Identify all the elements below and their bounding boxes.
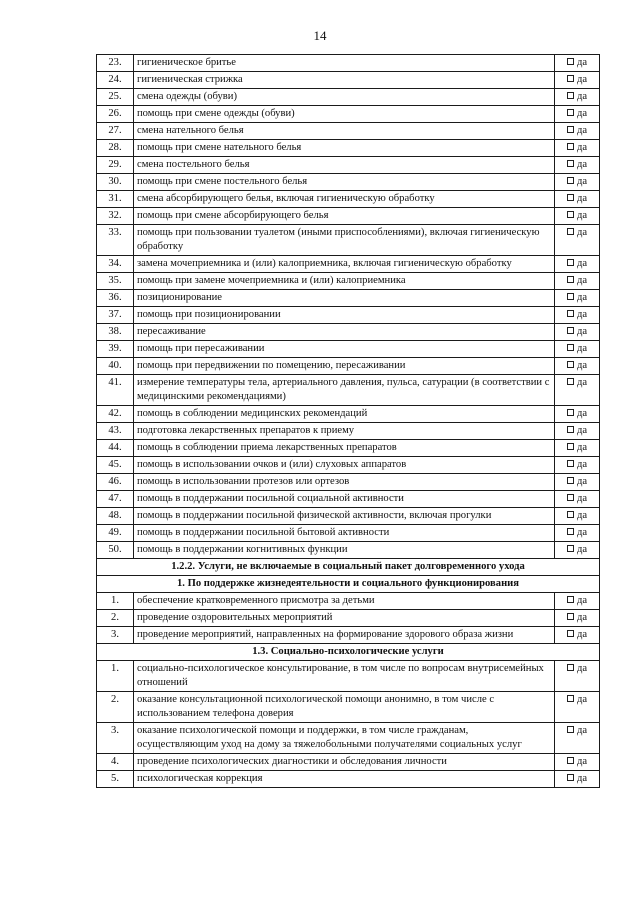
checkbox-label: да [576,108,588,119]
checkbox-icon[interactable] [567,228,574,235]
table-row [97,771,600,788]
service-name: помощь в использовании протезов или ортезов [134,474,555,491]
yes-option[interactable] [555,123,600,140]
checkbox-label: да [576,544,588,555]
row-number: 35. [97,273,134,290]
checkbox-label: да [576,493,588,504]
checkbox-label: да [576,756,588,767]
service-name: помощь при передвижении по помещению, пересаживании [134,358,555,375]
service-name: проведение психологических диагностики и обследования личности [134,754,555,771]
table-row [97,89,600,106]
checkbox-label: да [576,343,588,354]
yes-option[interactable] [555,307,600,324]
checkbox-icon[interactable] [567,361,574,368]
service-name: помощь в поддержании когнитивных функции [134,542,555,559]
yes-option[interactable] [555,754,600,771]
table-row [97,627,600,644]
table-row [97,256,600,273]
service-name: помощь в поддержании посильной социальной активности [134,491,555,508]
section-heading-1-3: 1.3. Социально-психологические услуги [97,644,600,661]
checkbox-icon[interactable] [567,211,574,218]
row-number: 30. [97,174,134,191]
yes-option[interactable] [555,89,600,106]
yes-option[interactable] [555,208,600,225]
checkbox-icon[interactable] [567,774,574,781]
table-row [97,208,600,225]
row-number: 33. [97,225,134,256]
service-name: помощь при пересаживании [134,341,555,358]
checkbox-icon[interactable] [567,109,574,116]
checkbox-icon[interactable] [567,426,574,433]
yes-option[interactable] [555,474,600,491]
yes-option[interactable] [555,593,600,610]
row-number: 44. [97,440,134,457]
row-number: 50. [97,542,134,559]
service-name: смена нательного белья [134,123,555,140]
table-row [97,610,600,627]
row-number: 43. [97,423,134,440]
section-heading-1-2-2: 1.2.2. Услуги, не включаемые в социальный пакет долговременного ухода [97,559,600,576]
row-number: 2. [97,692,134,723]
checkbox-label: да [576,258,588,269]
service-name: помощь в поддержании посильной бытовой активности [134,525,555,542]
checkbox-icon[interactable] [567,58,574,65]
checkbox-label: да [576,142,588,153]
checkbox-icon[interactable] [567,143,574,150]
yes-option[interactable] [555,423,600,440]
row-number: 34. [97,256,134,273]
yes-option[interactable] [555,55,600,72]
checkbox-label: да [576,227,588,238]
row-number: 27. [97,123,134,140]
checkbox-label: да [576,57,588,68]
service-name: помощь при смене абсорбирующего белья [134,208,555,225]
checkbox-label: да [576,425,588,436]
checkbox-icon[interactable] [567,344,574,351]
yes-option[interactable] [555,358,600,375]
service-name: помощь в соблюдении медицинских рекомендаций [134,406,555,423]
service-name: помощь в поддержании посильной физической активности, включая прогулки [134,508,555,525]
checkbox-icon[interactable] [567,259,574,266]
page-number: 14 [313,28,327,43]
checkbox-label: да [576,292,588,303]
yes-option[interactable] [555,508,600,525]
yes-option[interactable] [555,191,600,208]
row-number: 45. [97,457,134,474]
row-number: 37. [97,307,134,324]
yes-option[interactable] [555,457,600,474]
checkbox-label: да [576,408,588,419]
table-row [97,723,600,754]
checkbox-label: да [576,595,588,606]
checkbox-label: да [576,629,588,640]
checkbox-label: да [576,326,588,337]
service-name: позиционирование [134,290,555,307]
checkbox-label: да [576,360,588,371]
yes-option[interactable] [555,692,600,723]
service-name: замена мочеприемника и (или) калоприемника, включая гигиеническую обработку [134,256,555,273]
checkbox-icon[interactable] [567,409,574,416]
checkbox-label: да [576,773,588,784]
checkbox-label: да [576,442,588,453]
checkbox-label: да [576,694,588,705]
service-name: помощь в соблюдении приема лекарственных препаратов [134,440,555,457]
table-row [97,525,600,542]
checkbox-icon[interactable] [567,630,574,637]
row-number: 3. [97,627,134,644]
table-row [97,324,600,341]
checkbox-label: да [576,210,588,221]
yes-option[interactable] [555,491,600,508]
table-row [97,423,600,440]
service-name: подготовка лекарственных препаратов к приему [134,423,555,440]
checkbox-label: да [576,193,588,204]
service-name: гигиеническая стрижка [134,72,555,89]
row-number: 42. [97,406,134,423]
section-heading-row [97,559,600,576]
service-name: помощь при замене мочеприемника и (или) калоприемника [134,273,555,290]
checkbox-label: да [576,527,588,538]
service-name: смена одежды (обуви) [134,89,555,106]
checkbox-icon[interactable] [567,726,574,733]
table-row [97,191,600,208]
checkbox-icon[interactable] [567,276,574,283]
row-number: 32. [97,208,134,225]
yes-option[interactable] [555,771,600,788]
yes-option[interactable] [555,174,600,191]
service-name: помощь при позиционировании [134,307,555,324]
checkbox-icon[interactable] [567,194,574,201]
row-number: 38. [97,324,134,341]
yes-option[interactable] [555,341,600,358]
service-name: смена абсорбирующего белья, включая гигиеническую обработку [134,191,555,208]
yes-option[interactable] [555,525,600,542]
row-number: 40. [97,358,134,375]
service-name: помощь в использовании очков и (или) слуховых аппаратов [134,457,555,474]
checkbox-label: да [576,663,588,674]
row-number: 36. [97,290,134,307]
row-number: 39. [97,341,134,358]
checkbox-label: да [576,377,588,388]
checkbox-label: да [576,74,588,85]
table-row [97,440,600,457]
row-number: 25. [97,89,134,106]
checkbox-icon[interactable] [567,528,574,535]
checkbox-icon[interactable] [567,757,574,764]
service-name: помощь при смене одежды (обуви) [134,106,555,123]
yes-option[interactable] [555,406,600,423]
table-row [97,375,600,406]
table-row [97,123,600,140]
service-name: социально-психологическое консультирование, в том числе по вопросам внутрисемейных отношений [134,661,555,692]
table-row [97,273,600,290]
checkbox-icon[interactable] [567,695,574,702]
checkbox-label: да [576,612,588,623]
row-number: 1. [97,593,134,610]
yes-option[interactable] [555,661,600,692]
checkbox-icon[interactable] [567,75,574,82]
table-row [97,406,600,423]
service-name: измерение температуры тела, артериального давления, пульса, сатурации (в соответствии с медицинскими рекомендациями) [134,375,555,406]
services-section-top [97,55,600,559]
checkbox-icon[interactable] [567,177,574,184]
checkbox-label: да [576,275,588,286]
section-heading-group [97,644,600,661]
yes-option[interactable] [555,324,600,341]
yes-option[interactable] [555,610,600,627]
service-name: гигиеническое бритье [134,55,555,72]
row-number: 47. [97,491,134,508]
table-row [97,307,600,324]
table-row [97,754,600,771]
table-row [97,474,600,491]
service-name: оказание психологической помощи и поддержки, в том числе гражданам, осуществляющим уход на дому за тяжелобольными получателями социальных услуг [134,723,555,754]
table-row [97,508,600,525]
checkbox-icon[interactable] [567,293,574,300]
section-heading-row [97,644,600,661]
checkbox-label: да [576,510,588,521]
row-number: 23. [97,55,134,72]
yes-option[interactable] [555,106,600,123]
services-section-support [97,593,600,644]
table-row [97,106,600,123]
service-name: проведение мероприятий, направленных на формирование здорового образа жизни [134,627,555,644]
yes-option[interactable] [555,375,600,406]
row-number: 31. [97,191,134,208]
checkbox-label: да [576,125,588,136]
yes-option[interactable] [555,72,600,89]
checkbox-icon[interactable] [567,310,574,317]
checkbox-label: да [576,176,588,187]
checkbox-icon[interactable] [567,378,574,385]
services-section-psych [97,661,600,788]
service-name: помощь при смене постельного белья [134,174,555,191]
table-row [97,593,600,610]
checkbox-label: да [576,91,588,102]
table-row [97,72,600,89]
table-row [97,55,600,72]
table-row [97,491,600,508]
service-name: пересаживание [134,324,555,341]
table-row [97,542,600,559]
checkbox-icon[interactable] [567,460,574,467]
section-heading-support: 1. По поддержке жизнедеятельности и социального функционирования [97,576,600,593]
row-number: 46. [97,474,134,491]
yes-option[interactable] [555,140,600,157]
row-number: 49. [97,525,134,542]
checkbox-icon[interactable] [567,160,574,167]
service-name: проведение оздоровительных мероприятий [134,610,555,627]
checkbox-label: да [576,159,588,170]
row-number: 5. [97,771,134,788]
checkbox-icon[interactable] [567,613,574,620]
table-row [97,358,600,375]
yes-option[interactable] [555,256,600,273]
yes-option[interactable] [555,273,600,290]
row-number: 26. [97,106,134,123]
service-name: обеспечение кратковременного присмотра за детьми [134,593,555,610]
yes-option[interactable] [555,542,600,559]
checkbox-label: да [576,309,588,320]
row-number: 29. [97,157,134,174]
checkbox-icon[interactable] [567,545,574,552]
section-heading-group [97,559,600,593]
table-row [97,157,600,174]
checkbox-label: да [576,476,588,487]
row-number: 4. [97,754,134,771]
checkbox-icon[interactable] [567,596,574,603]
checkbox-icon[interactable] [567,92,574,99]
table-row [97,140,600,157]
service-name: психологическая коррекция [134,771,555,788]
checkbox-icon[interactable] [567,443,574,450]
service-name: смена постельного белья [134,157,555,174]
table-row [97,174,600,191]
table-row [97,290,600,307]
row-number: 28. [97,140,134,157]
checkbox-icon[interactable] [567,477,574,484]
yes-option[interactable] [555,225,600,256]
yes-option[interactable] [555,723,600,754]
checkbox-icon[interactable] [567,511,574,518]
yes-option[interactable] [555,440,600,457]
yes-option[interactable] [555,290,600,307]
table-row [97,661,600,692]
yes-option[interactable] [555,627,600,644]
table-row [97,692,600,723]
row-number: 41. [97,375,134,406]
checkbox-icon[interactable] [567,126,574,133]
service-name: оказание консультационной психологической помощи анонимно, в том числе с использованием телефона доверия [134,692,555,723]
row-number: 1. [97,661,134,692]
services-table [96,54,600,788]
table-row [97,457,600,474]
row-number: 24. [97,72,134,89]
checkbox-icon[interactable] [567,494,574,501]
table-row [97,341,600,358]
row-number: 48. [97,508,134,525]
checkbox-label: да [576,459,588,470]
checkbox-label: да [576,725,588,736]
table-row [97,225,600,256]
checkbox-icon[interactable] [567,664,574,671]
service-name: помощь при смене нательного белья [134,140,555,157]
service-name: помощь при пользовании туалетом (иными приспособлениями), включая гигиеническую обработку [134,225,555,256]
row-number: 3. [97,723,134,754]
yes-option[interactable] [555,157,600,174]
checkbox-icon[interactable] [567,327,574,334]
row-number: 2. [97,610,134,627]
section-heading-row [97,576,600,593]
